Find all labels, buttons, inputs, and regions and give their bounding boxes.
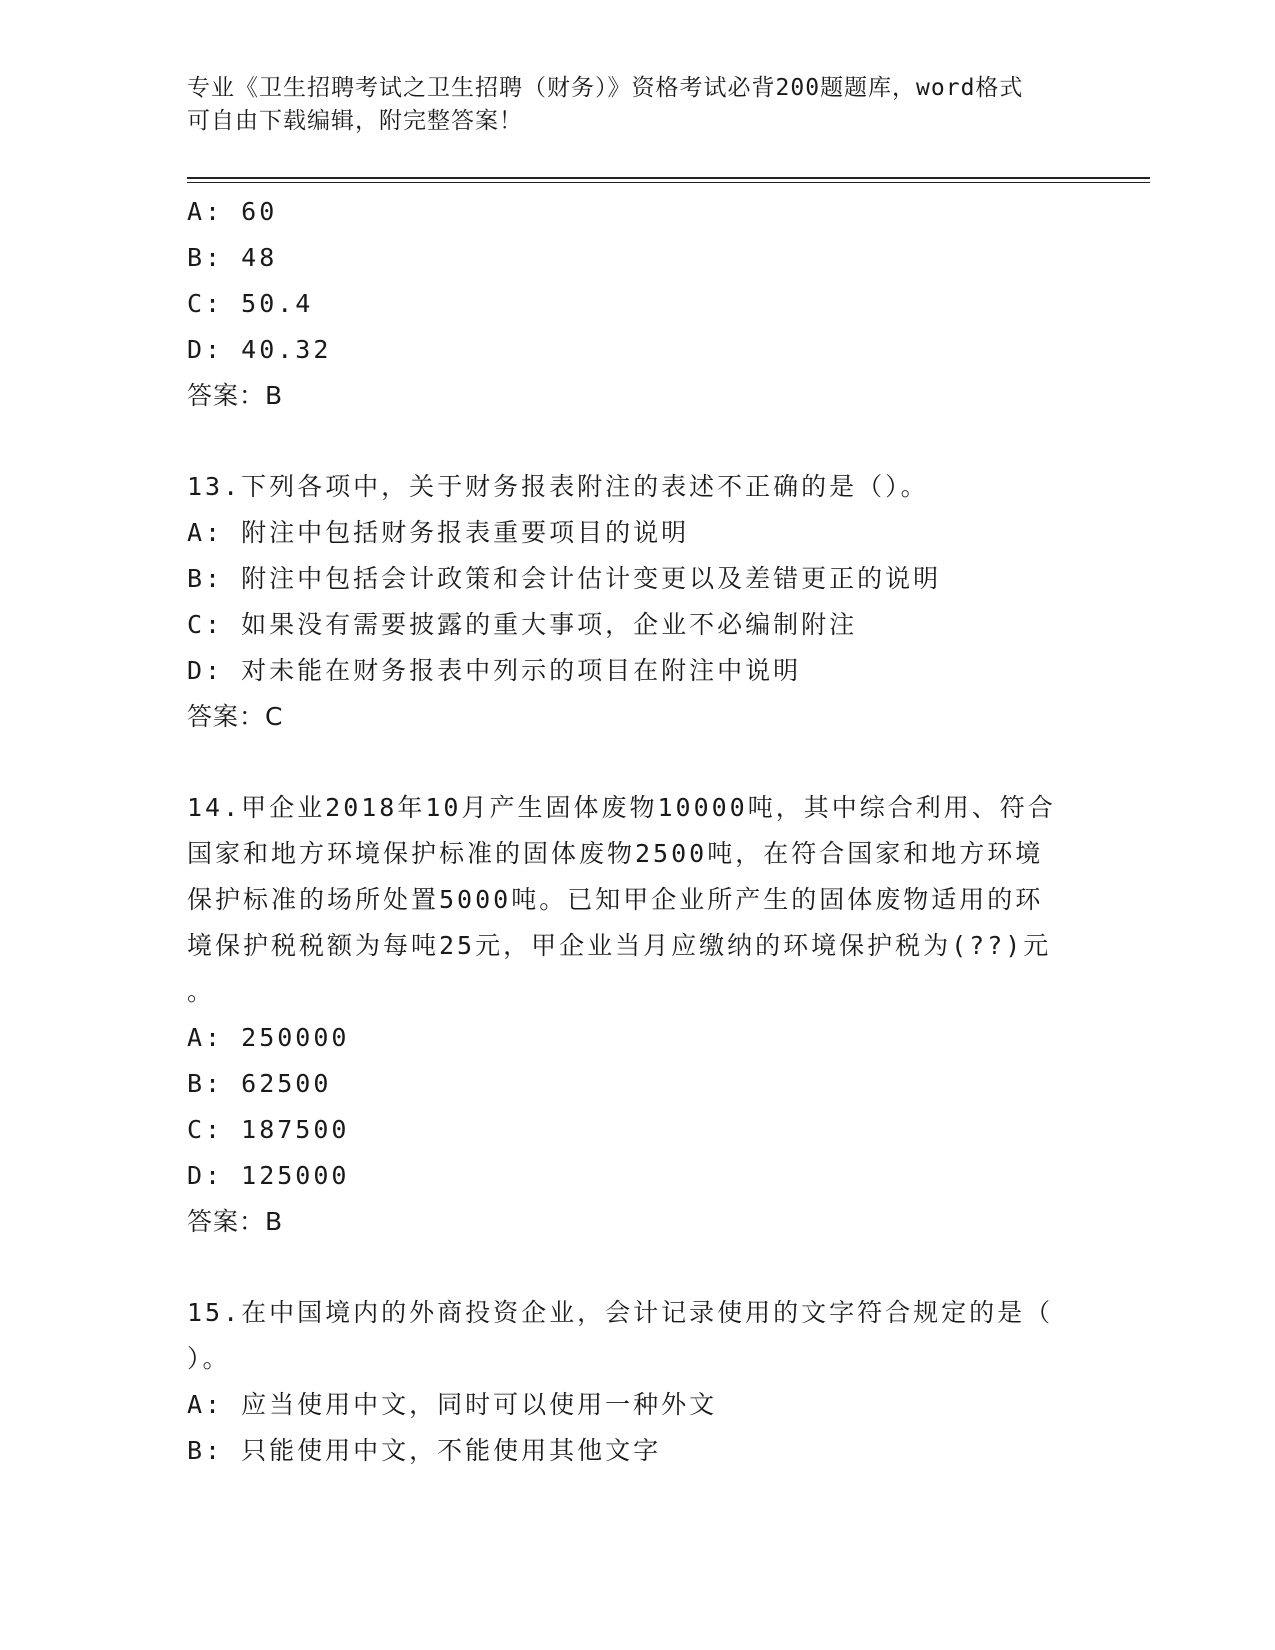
option-a: A: 250000 [187,1023,350,1052]
option-d: D: 对未能在财务报表中列示的项目在附注中说明 [187,656,802,685]
option-c: C: 50.4 [187,289,314,318]
option-b: B: 附注中包括会计政策和会计估计变更以及差错更正的说明 [187,564,942,593]
question-text-line-2: ）。 [187,1344,231,1373]
spacer [187,1245,1087,1290]
header-divider-thin [187,182,1150,183]
question-text-line-3: 保护标准的场所处置5000吨。已知甲企业所产生的固体废物适用的环 [187,885,1044,914]
question-text-line-1: 15.在中国境内的外商投资企业，会计记录使用的文字符合规定的是（ [187,1298,1054,1327]
option-b: B: 62500 [187,1069,332,1098]
question-text-line-5: 。 [187,977,216,1006]
option-a: A: 应当使用中文，同时可以使用一种外文 [187,1390,718,1419]
option-c: C: 如果没有需要披露的重大事项，企业不必编制附注 [187,610,858,639]
option-a: A: 附注中包括财务报表重要项目的说明 [187,518,690,547]
question-15 [187,1290,1087,1474]
question-14 [187,785,1087,1245]
option-d: D: 125000 [187,1161,350,1190]
answer: 答案：B [187,381,284,410]
spacer [187,740,1087,785]
option-d: D: 40.32 [187,335,332,364]
question-text: 13.下列各项中，关于财务报表附注的表述不正确的是（）。 [187,472,929,501]
answer: 答案：B [187,1207,284,1236]
question-list [187,189,1087,1474]
question-text-line-1: 14.甲企业2018年10月产生固体废物10000吨，其中综合利用、符合 [187,793,1056,822]
option-b: B: 只能使用中文，不能使用其他文字 [187,1436,662,1465]
spacer [187,419,1087,464]
option-c: C: 187500 [187,1115,350,1144]
answer: 答案：C [187,702,284,731]
header-divider-thick [187,177,1150,179]
question-text-line-2: 国家和地方环境保护标准的固体废物2500吨，在符合国家和地方环境 [187,839,1044,868]
document-header [187,72,1067,138]
option-b: B: 48 [187,243,278,272]
question-text-line-4: 境保护税税额为每吨25元，甲企业当月应缴纳的环境保护税为(??)元 [187,931,1052,960]
header-line-1: 专业《卫生招聘考试之卫生招聘（财务）》资格考试必背200题题库，word格式 [187,75,1024,101]
question-12 [187,189,1087,419]
question-13 [187,464,1087,740]
header-line-2: 可自由下载编辑，附完整答案！ [187,108,523,134]
option-a: A: 60 [187,197,278,226]
